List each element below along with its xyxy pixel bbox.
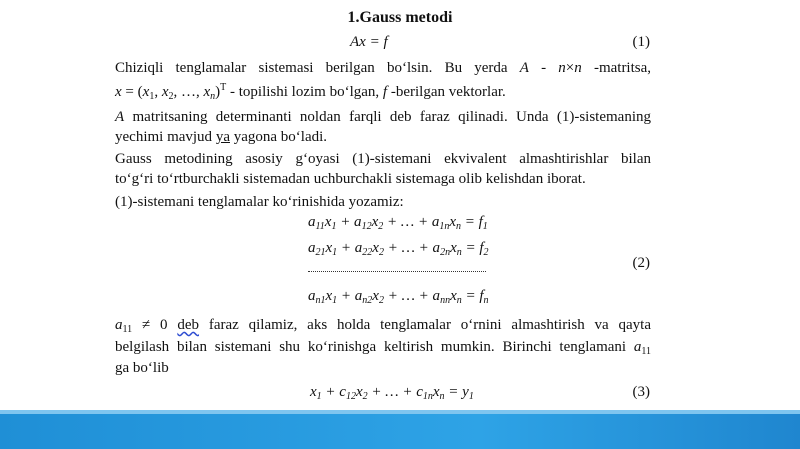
equation-3-number: (3) xyxy=(632,384,650,400)
system-row-2: $a_{21}x_1 + a_{22}x_2$ + … + $a_{2n}x_n = f_2$ xyxy=(308,240,489,258)
system-ellipsis-row xyxy=(308,271,486,272)
equation-1: Ax = f xyxy=(350,34,388,50)
footer-band xyxy=(0,414,800,449)
equation-3: $x_1 + c_{12}x_2$ + … + $c_{1n}x_n = y_1$ xyxy=(310,384,474,402)
system-row-n: $a_{n1}x_1 + a_{n2}x_2$ + … + $a_{nn}x_n = f_n$ xyxy=(308,288,489,306)
paragraph-3-line-2: to‘g‘ri to‘rtburchakli sistemadan uchburchakli sistemaga olib kelishdan iborat. xyxy=(115,171,586,187)
paragraph-1-line-1: Chiziqli tenglamalar sistemasi berilgan bo‘lsin. Bu yerda A - n×n -matritsa, xyxy=(115,60,652,76)
paragraph-2-line-2: yechimi mavjud ya yagona bo‘ladi. xyxy=(115,129,328,145)
paragraph-5-line-2: belgilash bilan sistemani shu ko‘rinishga keltirish mumkin. Birinchi tenglamani $a_{11}$ xyxy=(115,339,651,357)
paragraph-4: (1)-sistemani tenglamalar ko‘rinishida yozamiz: xyxy=(115,194,404,210)
paragraph-1-line-2: $x = (x_1$, $x_2$, …, $x_n)^T$ - topilishi lozim bo‘lgan, f -berilgan vektorlar. xyxy=(115,82,506,102)
section-title: 1.Gauss metodi xyxy=(347,9,453,26)
paragraph-5-line-3: ga bo‘lib xyxy=(115,360,169,376)
equation-2-number: (2) xyxy=(632,255,650,271)
equation-1-number: (1) xyxy=(632,34,650,50)
system-row-1: $a_{11}x_1 + a_{12}x_2$ + … + $a_{1n}x_n = f_1$ xyxy=(308,214,488,232)
paragraph-5-line-1: $a_{11} \ne 0$ deb faraz qilamiz, aks holda tenglamalar o‘rnini almashtirish va qayta xyxy=(115,317,652,335)
paragraph-2-line-1: A matritsaning determinanti noldan farqli deb faraz qilinadi. Unda (1)-sistemaning xyxy=(115,109,652,125)
paragraph-3-line-1: Gauss metodining asosiy g‘oyasi (1)-sistemani ekvivalent almashtirishlar bilan xyxy=(115,151,651,167)
